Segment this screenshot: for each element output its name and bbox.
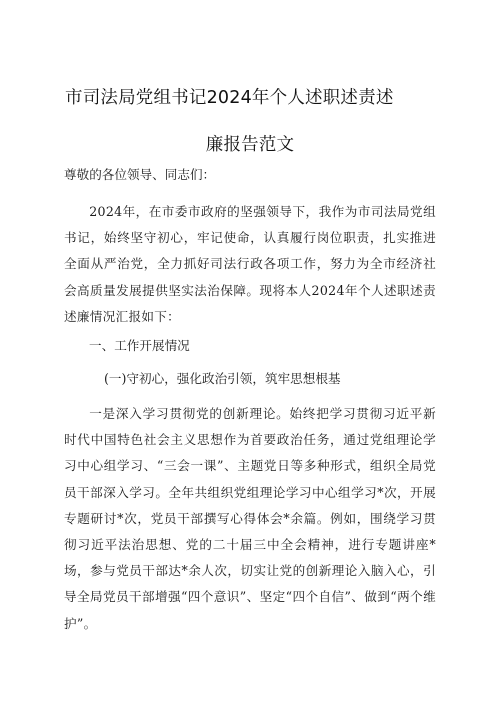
section-heading: 一、工作开展情况 [89,338,190,353]
document-title-line-2: 廉报告范文 [205,135,295,155]
document-title-line-1: 市司法局党组书记2024年个人述职述责述 [65,88,394,108]
intro-paragraph: 2024年，在市委市政府的坚强领导下，我作为市司法局党组书记，始终坚守初心，牢记使命，认真履行岗位职责，扎实推进全面从严治党，全力抓好司法行政各项工作，努力为全市经济社会高质量发展提供坚实法治保障。现将本人2024年个人述职述责述廉情况汇报如下： [64,204,436,324]
greeting: 尊敬的各位领导、同志们： [64,167,216,182]
subsection-heading: (一)守初心，强化政治引领，筑牢思想根基 [104,371,341,386]
point-paragraph: 一是深入学习贯彻党的创新理论。始终把学习贯彻习近平新时代中国特色社会主义思想作为首要政治任务，通过党组理论学习中心组学习、“三会一课”、主题党日等多种形式，组织全局党员干部深入学习。全年共组织党组理论学习中心组学习*次，开展专题研讨*次，党员干部撰写心得体会*余篇。例如，围绕学习贯彻习近平法治思想、党的二十届三中全会精神，进行专题讲座*场，参与党员干部达*余人次，切实让党的创新理论入脑入心，引导全局党员干部增强“四个意识”、坚定“四个自信”、做到“两个维护”。 [64,406,436,631]
